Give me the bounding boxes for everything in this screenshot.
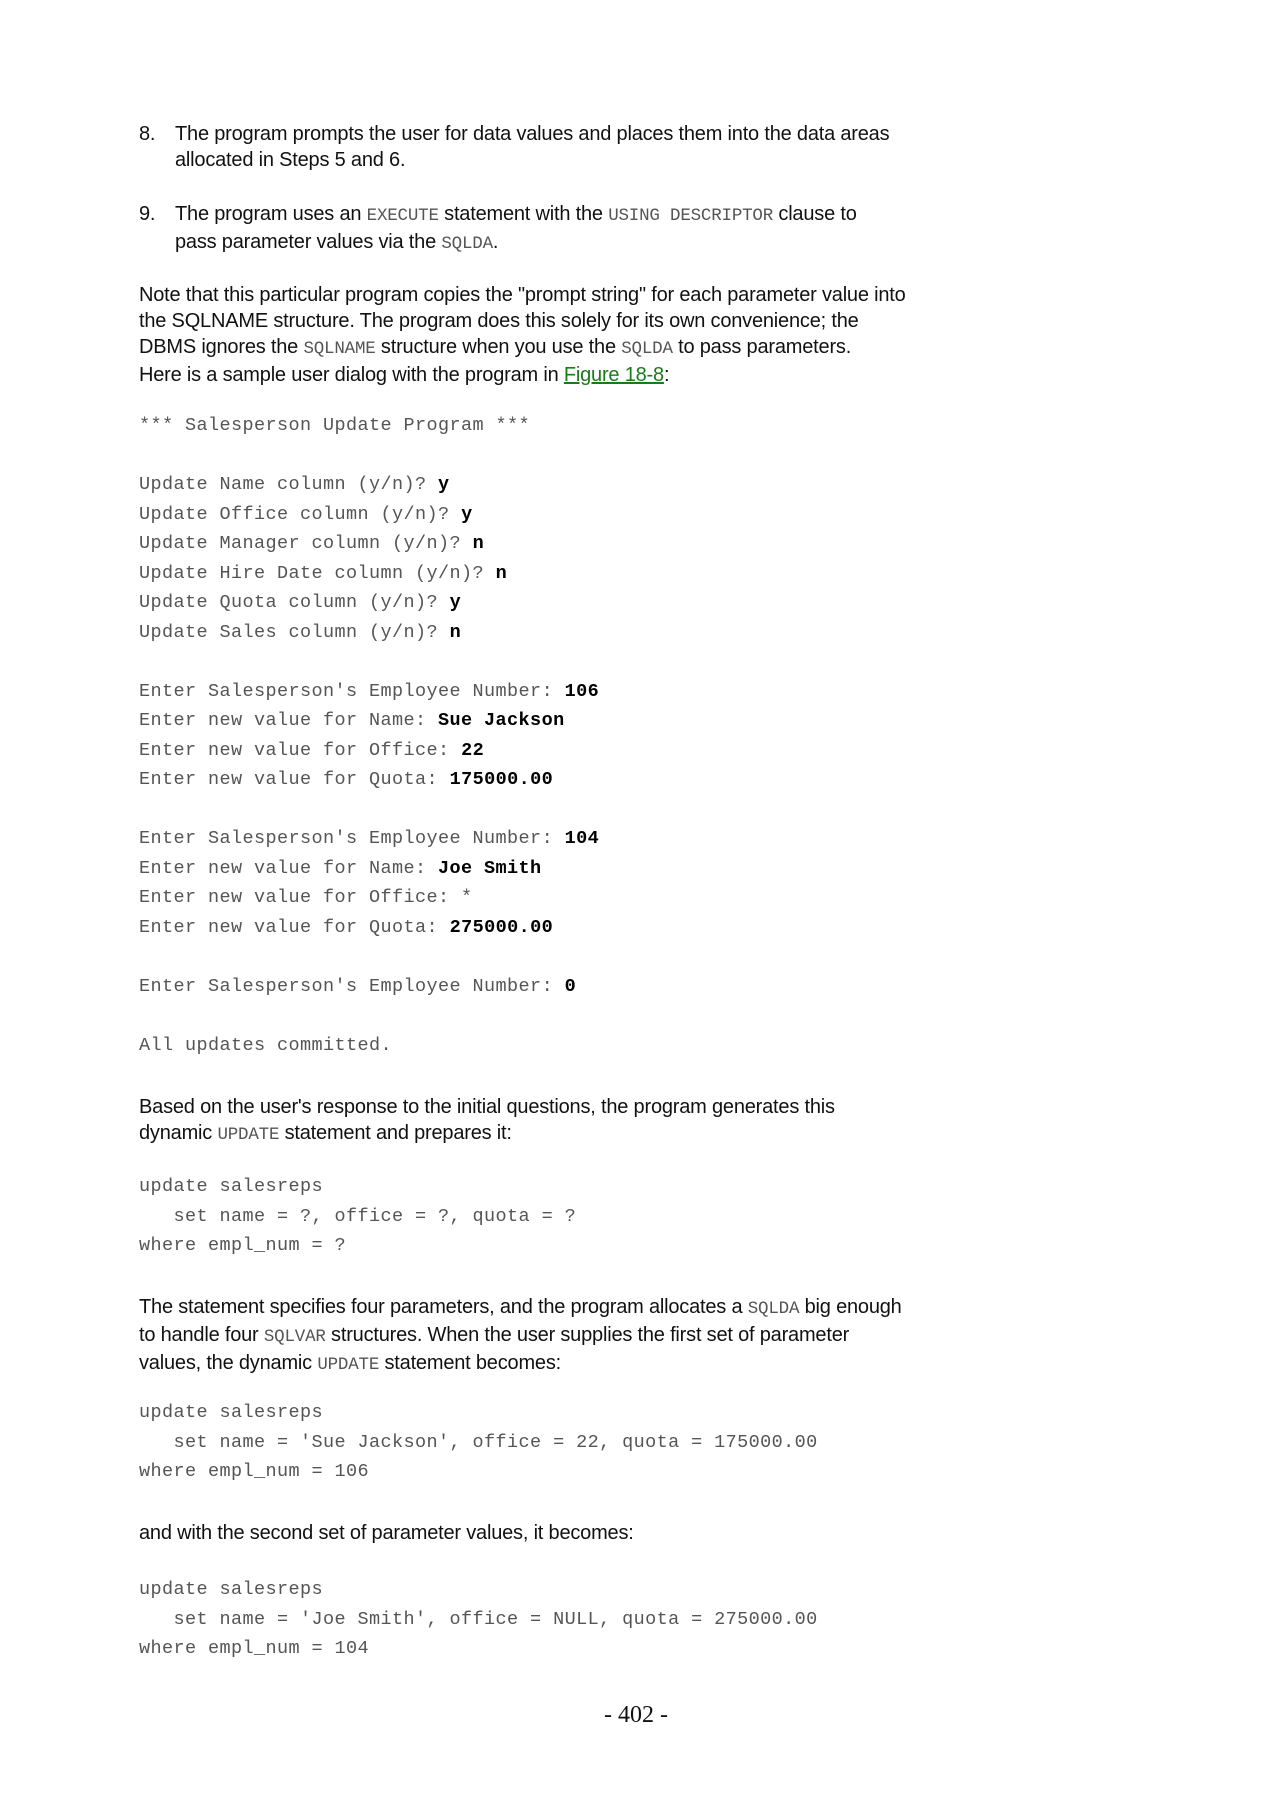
inline-code: USING DESCRIPTOR [608,206,774,226]
text: structures. When the user supplies the first set of parameter [325,1324,850,1346]
text: statement becomes: [379,1352,561,1374]
text: DBMS ignores the [139,336,304,358]
code-line: update salesreps [139,1402,324,1423]
prompt: Update Name column (y/n)? [139,474,439,495]
text-line: and with the second set of parameter values, it becomes: [139,1522,634,1544]
prompt: Update Sales column (y/n)? [139,621,450,643]
inline-code: UPDATE [317,1355,380,1375]
code-line: where empl_num = 104 [139,1638,370,1659]
blank-line [139,647,599,677]
page-number: - 402 - [604,1702,668,1728]
prompt: Enter Salesperson's Employee Number: [139,680,565,702]
list-text-line [175,229,999,257]
list-item-9 [139,201,999,257]
commit-message: All updates committed. [139,1034,393,1056]
dialog-line [139,588,599,618]
user-input: 175000.00 [449,769,554,790]
text: to handle four [139,1324,264,1346]
text: The statement specifies four parameters, and the program allocates a [139,1296,748,1318]
dialog-line [139,470,599,500]
dialog-line [139,913,599,943]
text: Here is a sample user dialog with the program in [139,364,564,386]
text: : [663,364,670,386]
user-input: Sue Jackson [438,710,565,731]
user-input: y [438,474,450,495]
blank-line [139,441,599,471]
user-input: n [449,621,462,643]
code-block-second-set [139,1575,818,1664]
user-input: Joe Smith [438,857,542,879]
text: pass parameter values via the [175,231,442,253]
list-number: 9. [139,203,156,225]
user-input: 275000.00 [449,916,554,938]
text-line [139,1350,1029,1378]
note-paragraph [139,282,1019,388]
list-text-line: The program prompts the user for data values and places them into the data areas [175,123,890,145]
list-text-line [175,201,999,229]
user-input: 22 [461,739,485,761]
text: The program uses an [175,203,367,225]
blank-line [139,1001,599,1031]
code-line: set name = 'Sue Jackson', office = 22, quota = 175000.00 [139,1431,818,1453]
code-line: set name = 'Joe Smith', office = NULL, quota = 275000.00 [139,1608,818,1630]
dialog-line [139,677,599,707]
dialog-title: *** Salesperson Update Program *** [139,415,531,436]
dialog-line [139,618,599,648]
code-line: set name = ?, office = ?, quota = ? [139,1205,577,1227]
list-number: 8. [139,123,156,145]
inline-code: SQLDA [621,339,673,359]
figure-link[interactable]: Figure 18-8 [563,364,664,386]
text: values, the dynamic [139,1352,318,1374]
user-input: 0 [564,975,577,997]
text: statement with the [438,203,609,225]
user-input: y [449,592,462,613]
prompt: Update Manager column (y/n)? [139,533,473,554]
text: statement and prepares it: [279,1122,512,1144]
text-line [139,1322,1029,1350]
prompt: Update Hire Date column (y/n)? [139,562,496,584]
prompt: Enter new value for Office: [139,739,462,761]
text-line [139,362,1019,388]
dialog-line [139,765,599,795]
user-input: 104 [564,828,600,849]
inline-code: UPDATE [217,1125,280,1145]
text: . [492,231,499,253]
dialog-line [139,972,599,1002]
code-block-first-set [139,1398,818,1487]
list-item-8 [139,121,999,173]
dialog-line [139,559,599,589]
paragraph-parameters [139,1294,1029,1378]
code-line: where empl_num = 106 [139,1461,370,1482]
code-line: update salesreps [139,1176,324,1197]
paragraph-second-set [139,1520,1019,1546]
inline-code: EXECUTE [366,206,439,226]
prompt: Enter new value for Quota: [139,769,450,790]
prompt: Enter new value for Name: [139,710,439,731]
code-line: update salesreps [139,1579,324,1600]
dialog-line [139,706,599,736]
paragraph-prepare [139,1094,1019,1148]
text-line [139,1294,1029,1322]
prompt: Enter new value for Name: [139,857,439,879]
prompt: Enter Salesperson's Employee Number: [139,975,565,997]
text: structure when you use the [375,336,622,358]
dialog-line [139,736,599,766]
list-text-line: allocated in Steps 5 and 6. [175,149,406,171]
dialog-line [139,854,599,884]
user-input: n [495,562,508,584]
code-block-prepared [139,1172,576,1261]
text-line: Based on the user's response to the initial questions, the program generates this [139,1096,835,1118]
code-line: where empl_num = ? [139,1235,347,1256]
prompt: Enter new value for Office: * [139,887,473,908]
inline-code: SQLVAR [263,1327,326,1347]
inline-code: SQLNAME [303,339,376,359]
dialog-transcript [139,411,599,1060]
prompt: Update Quota column (y/n)? [139,592,450,613]
user-input: y [461,503,473,525]
user-input: n [472,533,485,554]
user-input: 106 [564,680,600,702]
prompt: Enter Salesperson's Employee Number: [139,828,565,849]
text: dynamic [139,1122,218,1144]
prompt: Enter new value for Quota: [139,916,450,938]
dialog-line [139,529,599,559]
dialog-line [139,500,599,530]
text-line: Note that this particular program copies the "prompt string" for each parameter value into [139,284,906,306]
dialog-line [139,824,599,854]
dialog-line [139,883,599,913]
inline-code: SQLDA [747,1299,800,1319]
text: big enough [799,1296,902,1318]
inline-code: SQLDA [441,234,493,254]
blank-line [139,795,599,825]
text-line [139,334,1019,362]
text-line: the SQLNAME structure. The program does this solely for its own convenience; the [139,310,859,332]
text: to pass parameters. [672,336,852,358]
prompt: Update Office column (y/n)? [139,503,462,525]
text-line [139,1120,1019,1148]
blank-line [139,942,599,972]
text: clause to [773,203,857,225]
